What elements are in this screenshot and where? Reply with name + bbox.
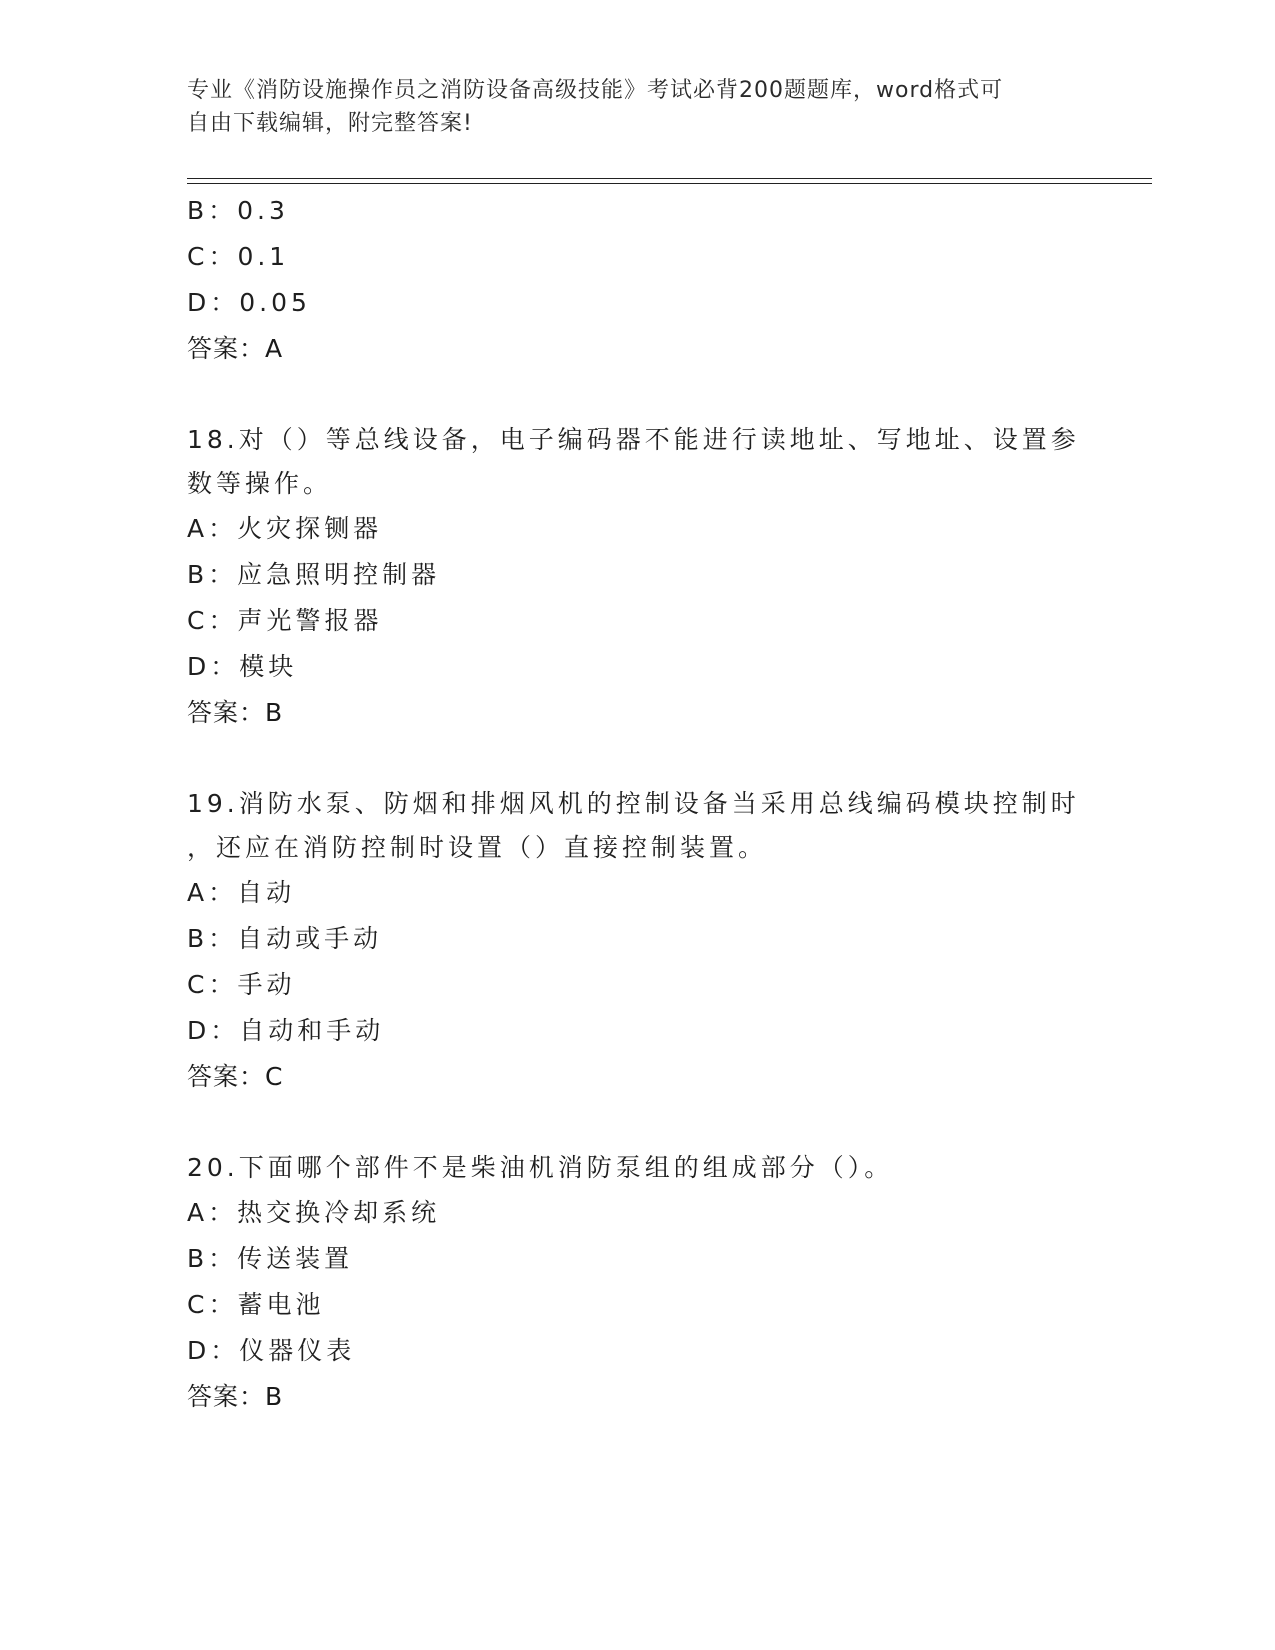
document-header	[187, 74, 1067, 140]
question-20	[187, 1146, 1087, 1420]
option-a: A：热交换冷却系统	[187, 1198, 441, 1227]
previous-question-tail	[187, 188, 1087, 372]
header-divider-top	[187, 178, 1152, 179]
option-b: B：0.3	[187, 196, 289, 225]
question-stem-line: 20.下面哪个部件不是柴油机消防泵组的组成部分（）。	[187, 1153, 894, 1182]
question-stem-line: 18.对（）等总线设备，电子编码器不能进行读地址、写地址、设置参	[187, 425, 1080, 454]
document-body	[187, 188, 1087, 1420]
answer-line: 答案：A	[187, 334, 284, 363]
option-c: C：蓄电池	[187, 1290, 325, 1319]
answer-line: 答案：B	[187, 698, 284, 727]
option-d: D：自动和手动	[187, 1016, 385, 1045]
answer-line: 答案：C	[187, 1062, 284, 1091]
option-a: A：火灾探铡器	[187, 514, 383, 543]
option-d: D：仪器仪表	[187, 1336, 356, 1365]
option-b: B：应急照明控制器	[187, 560, 441, 589]
header-line-2: 自由下载编辑，附完整答案!	[187, 111, 473, 136]
option-b: B：传送装置	[187, 1244, 354, 1273]
question-stem-line: 数等操作。	[187, 469, 333, 498]
header-divider-bottom	[187, 183, 1152, 184]
option-c: C：0.1	[187, 242, 290, 271]
question-18	[187, 418, 1087, 736]
answer-line: 答案：B	[187, 1382, 284, 1411]
option-a: A：自动	[187, 878, 296, 907]
question-19	[187, 782, 1087, 1100]
option-d: D：模块	[187, 652, 298, 681]
question-stem-line: ，还应在消防控制时设置（）直接控制装置。	[187, 833, 768, 862]
header-line-1: 专业《消防设施操作员之消防设备高级技能》考试必背200题题库，word格式可	[187, 78, 1004, 103]
question-stem-line: 19.消防水泵、防烟和排烟风机的控制设备当采用总线编码模块控制时	[187, 789, 1080, 818]
option-b: B：自动或手动	[187, 924, 383, 953]
option-c: C：手动	[187, 970, 296, 999]
option-c: C：声光警报器	[187, 606, 383, 635]
option-d: D：0.05	[187, 288, 311, 317]
